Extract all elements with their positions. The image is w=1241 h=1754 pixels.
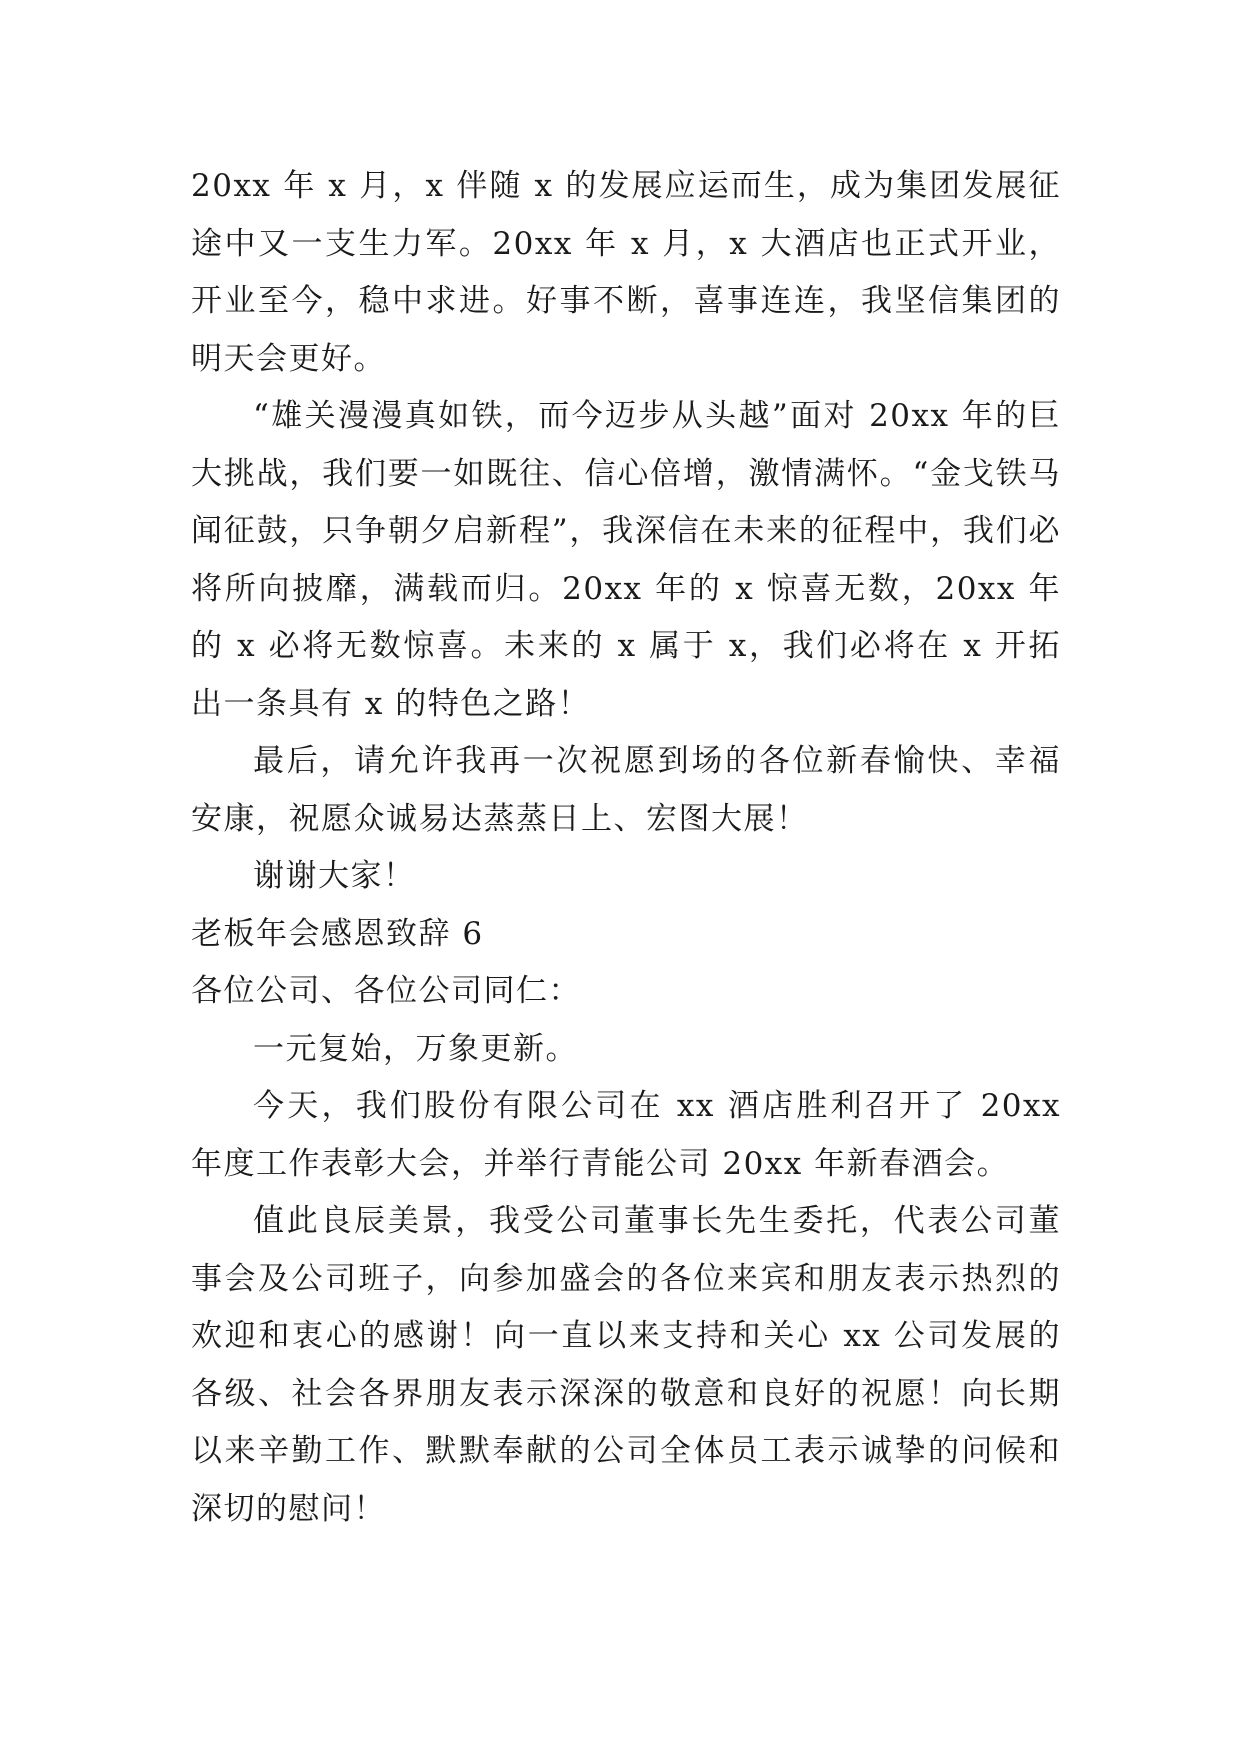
- paragraph-2: “雄关漫漫真如铁，而今迈步从头越”面对 20xx 年的巨大挑战，我们要一如既往、信心倍增，激情满怀。“金戈铁马闻征鼓，只争朝夕启新程”，我深信在未来的征程中，我们必将所向披靡，满载而归。20xx 年的 x 惊喜无数，20xx 年的 x 必将无数惊喜。未来的 x 属于 x，我们必将在 x 开拓出一条具有 x 的特色之路！: [191, 398, 1061, 722]
- paragraph-4: 谢谢大家！: [253, 858, 416, 894]
- paragraph-5: 一元复始，万象更新。: [253, 1030, 578, 1067]
- paragraph-1: 20xx 年 x 月，x 伴随 x 的发展应运而生，成为集团发展征途中又一支生力军。20xx 年 x 月，x 大酒店也正式开业，开业至今，稳中求进。好事不断，喜事连连，我坚信集团的明天会更好。: [191, 168, 1061, 377]
- paragraph-7: 值此良辰美景，我受公司董事长先生委托，代表公司董事会及公司班子，向参加盛会的各位来宾和朋友表示热烈的欢迎和衷心的感谢！向一直以来支持和关心 xx 公司发展的各级、社会各界朋友表示深深的敬意和良好的祝愿！向长期以来辛勤工作、默默奉献的公司全体员工表示诚挚的问候和深切的慰问！: [191, 1203, 1061, 1527]
- paragraph-3: 最后，请允许我再一次祝愿到场的各位新春愉快、幸福安康，祝愿众诚易达蒸蒸日上、宏图大展！: [191, 743, 1061, 837]
- section-heading: 老板年会感恩致辞 6: [191, 915, 484, 952]
- document-body: [191, 158, 1061, 1538]
- paragraph-6: 今天，我们股份有限公司在 xx 酒店胜利召开了 20xx 年度工作表彰大会，并举行青能公司 20xx 年新春酒会。: [191, 1088, 1061, 1182]
- salutation: 各位公司、各位公司同仁：: [191, 973, 581, 1009]
